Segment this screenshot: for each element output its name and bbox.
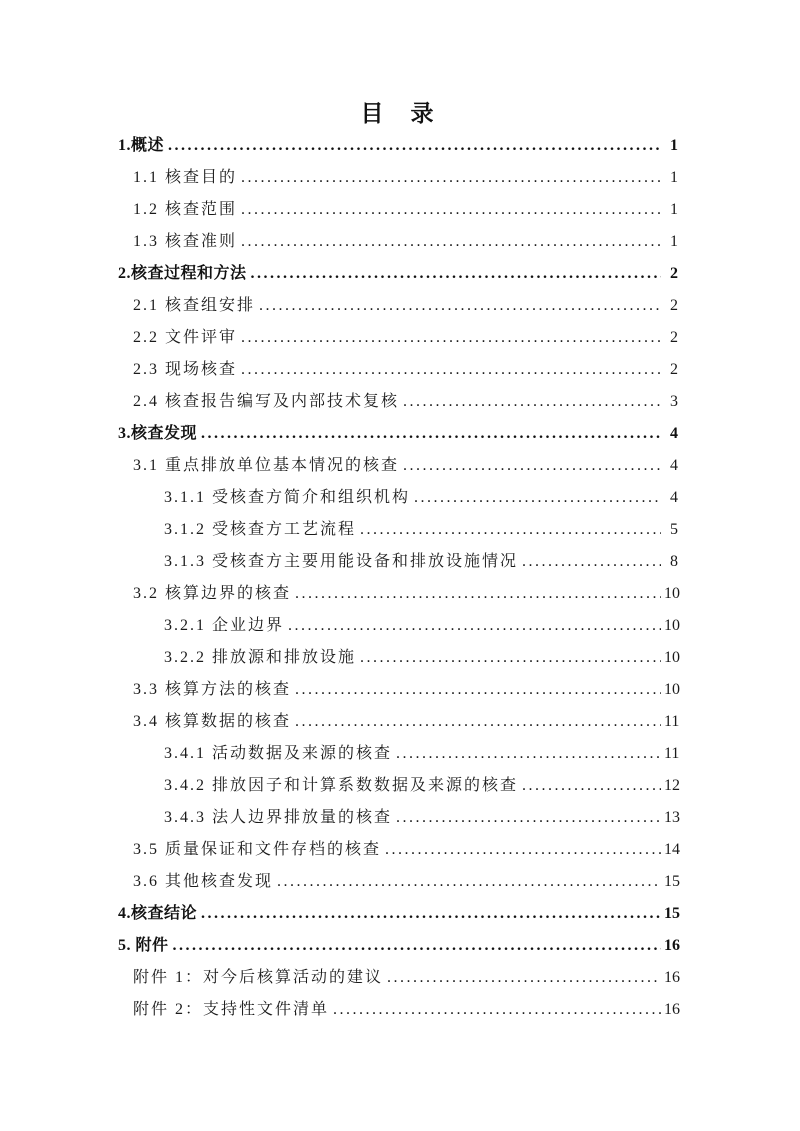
- toc-leader-dots: [201, 418, 661, 450]
- toc-entry-page-number: 10: [664, 649, 680, 666]
- toc-entry-page-number: 11: [664, 713, 680, 730]
- toc-entry[interactable]: [118, 962, 678, 994]
- toc-leader-dots: [295, 578, 661, 610]
- toc-entry-page-number: 10: [664, 617, 680, 634]
- toc-entry-page-number: 1: [670, 201, 678, 218]
- toc-entry-label: 3.1.1 受核查方简介和组织机构: [164, 489, 411, 506]
- toc-leader-dots: [387, 962, 661, 994]
- toc-entry-page-number: 16: [664, 1001, 680, 1018]
- toc-entry[interactable]: [118, 162, 678, 194]
- toc-entry[interactable]: [118, 674, 678, 706]
- toc-entry-page-number: 5: [670, 521, 678, 538]
- toc-entry-page-number: 4: [670, 425, 678, 442]
- toc-entry-page-number: 1: [670, 169, 678, 186]
- toc-leader-dots: [241, 226, 661, 258]
- toc-entry-label: 3.2.1 企业边界: [164, 617, 285, 634]
- toc-entry-page-number: 12: [664, 777, 680, 794]
- toc-entry[interactable]: [118, 354, 678, 386]
- toc-entry[interactable]: [118, 290, 678, 322]
- toc-entry-label: 3.4.1 活动数据及来源的核查: [164, 745, 393, 762]
- toc-entry[interactable]: [118, 738, 678, 770]
- toc-entry-label: 2.2 文件评审: [133, 329, 238, 346]
- toc-entry[interactable]: [118, 194, 678, 226]
- toc-leader-dots: [522, 770, 661, 802]
- toc-entry[interactable]: [118, 386, 678, 418]
- toc-entry-label: 5. 附件: [118, 937, 169, 954]
- toc-entry-page-number: 16: [664, 969, 680, 986]
- toc-entry[interactable]: [118, 930, 678, 962]
- toc-leader-dots: [360, 642, 661, 674]
- toc-entry-page-number: 1: [670, 233, 678, 250]
- toc-entry[interactable]: [118, 514, 678, 546]
- toc-entry-label: 3.4 核算数据的核查: [133, 713, 292, 730]
- toc-entry[interactable]: [118, 994, 678, 1026]
- toc-entry-page-number: 4: [670, 489, 678, 506]
- toc-leader-dots: [259, 290, 661, 322]
- toc-leader-dots: [295, 674, 661, 706]
- toc-entry[interactable]: [118, 546, 678, 578]
- toc-entry[interactable]: [118, 898, 678, 930]
- toc-entry-page-number: 2: [670, 297, 678, 314]
- toc-entry-page-number: 3: [670, 393, 678, 410]
- toc-entry-page-number: 16: [664, 937, 680, 954]
- toc-entry-label: 3.6 其他核查发现: [133, 873, 274, 890]
- toc-entry[interactable]: [118, 322, 678, 354]
- toc-entry-label: 2.3 现场核查: [133, 361, 238, 378]
- toc-title: 目 录: [360, 101, 436, 126]
- toc-section: [118, 99, 678, 1026]
- toc-leader-dots: [403, 450, 661, 482]
- toc-entry-label: 2.核查过程和方法: [118, 265, 247, 282]
- toc-entry-label: 3.1.3 受核查方主要用能设备和排放设施情况: [164, 553, 519, 570]
- toc-leader-dots: [251, 258, 661, 290]
- toc-entry-label: 4.核查结论: [118, 905, 198, 922]
- toc-entry[interactable]: [118, 258, 678, 290]
- toc-leader-dots: [295, 706, 661, 738]
- toc-leader-dots: [241, 194, 661, 226]
- toc-entry-page-number: 2: [670, 265, 678, 282]
- toc-entry-label: 附件 1：对今后核算活动的建议: [133, 969, 384, 986]
- toc-entry-page-number: 15: [664, 905, 680, 922]
- toc-leader-dots: [396, 738, 661, 770]
- toc-leader-dots: [288, 610, 661, 642]
- toc-entry-label: 附件 2：支持性文件清单: [133, 1001, 330, 1018]
- toc-entry-page-number: 15: [664, 873, 680, 890]
- toc-entry[interactable]: [118, 226, 678, 258]
- toc-entry-page-number: 1: [670, 137, 678, 154]
- toc-entry-label: 3.4.3 法人边界排放量的核查: [164, 809, 393, 826]
- toc-entry[interactable]: [118, 130, 678, 162]
- toc-entry[interactable]: [118, 578, 678, 610]
- toc-entry-label: 3.2.2 排放源和排放设施: [164, 649, 357, 666]
- toc-entry-label: 3.1.2 受核查方工艺流程: [164, 521, 357, 538]
- toc-entry[interactable]: [118, 834, 678, 866]
- toc-entry[interactable]: [118, 418, 678, 450]
- toc-leader-dots: [522, 546, 661, 578]
- toc-entry-label: 3.4.2 排放因子和计算系数数据及来源的核查: [164, 777, 519, 794]
- toc-leader-dots: [277, 866, 661, 898]
- toc-leader-dots: [241, 322, 661, 354]
- toc-entry-label: 1.2 核查范围: [133, 201, 238, 218]
- toc-entry-label: 3.核查发现: [118, 425, 198, 442]
- toc-entry-page-number: 4: [670, 457, 678, 474]
- toc-entry-page-number: 2: [670, 329, 678, 346]
- toc-leader-dots: [396, 802, 661, 834]
- toc-entry-page-number: 14: [664, 841, 680, 858]
- toc-leader-dots: [201, 898, 661, 930]
- toc-entry-label: 3.5 质量保证和文件存档的核查: [133, 841, 382, 858]
- toc-leader-dots: [241, 162, 661, 194]
- toc-entry[interactable]: [118, 802, 678, 834]
- toc-list: [118, 130, 678, 1026]
- toc-entry-label: 2.1 核查组安排: [133, 297, 256, 314]
- toc-entry-label: 2.4 核查报告编写及内部技术复核: [133, 393, 400, 410]
- toc-entry-page-number: 2: [670, 361, 678, 378]
- toc-entry-label: 1.1 核查目的: [133, 169, 238, 186]
- toc-entry[interactable]: [118, 450, 678, 482]
- toc-leader-dots: [241, 354, 661, 386]
- toc-entry[interactable]: [118, 866, 678, 898]
- toc-entry-label: 1.概述: [118, 137, 165, 154]
- toc-entry-page-number: 13: [664, 809, 680, 826]
- toc-leader-dots: [360, 514, 661, 546]
- toc-entry[interactable]: [118, 770, 678, 802]
- toc-leader-dots: [385, 834, 661, 866]
- toc-leader-dots: [403, 386, 661, 418]
- toc-entry-page-number: 11: [664, 745, 680, 762]
- toc-leader-dots: [168, 130, 661, 162]
- toc-entry-label: 3.3 核算方法的核查: [133, 681, 292, 698]
- toc-entry-page-number: 8: [670, 553, 678, 570]
- toc-entry[interactable]: [118, 642, 678, 674]
- toc-entry-page-number: 10: [664, 585, 680, 602]
- toc-entry-page-number: 10: [664, 681, 680, 698]
- toc-entry-label: 3.2 核算边界的核查: [133, 585, 292, 602]
- toc-entry-label: 1.3 核查准则: [133, 233, 238, 250]
- toc-entry[interactable]: [118, 706, 678, 738]
- toc-leader-dots: [333, 994, 661, 1026]
- toc-leader-dots: [173, 930, 661, 962]
- toc-entry[interactable]: [118, 610, 678, 642]
- toc-leader-dots: [414, 482, 661, 514]
- toc-entry[interactable]: [118, 482, 678, 514]
- toc-entry-label: 3.1 重点排放单位基本情况的核查: [133, 457, 400, 474]
